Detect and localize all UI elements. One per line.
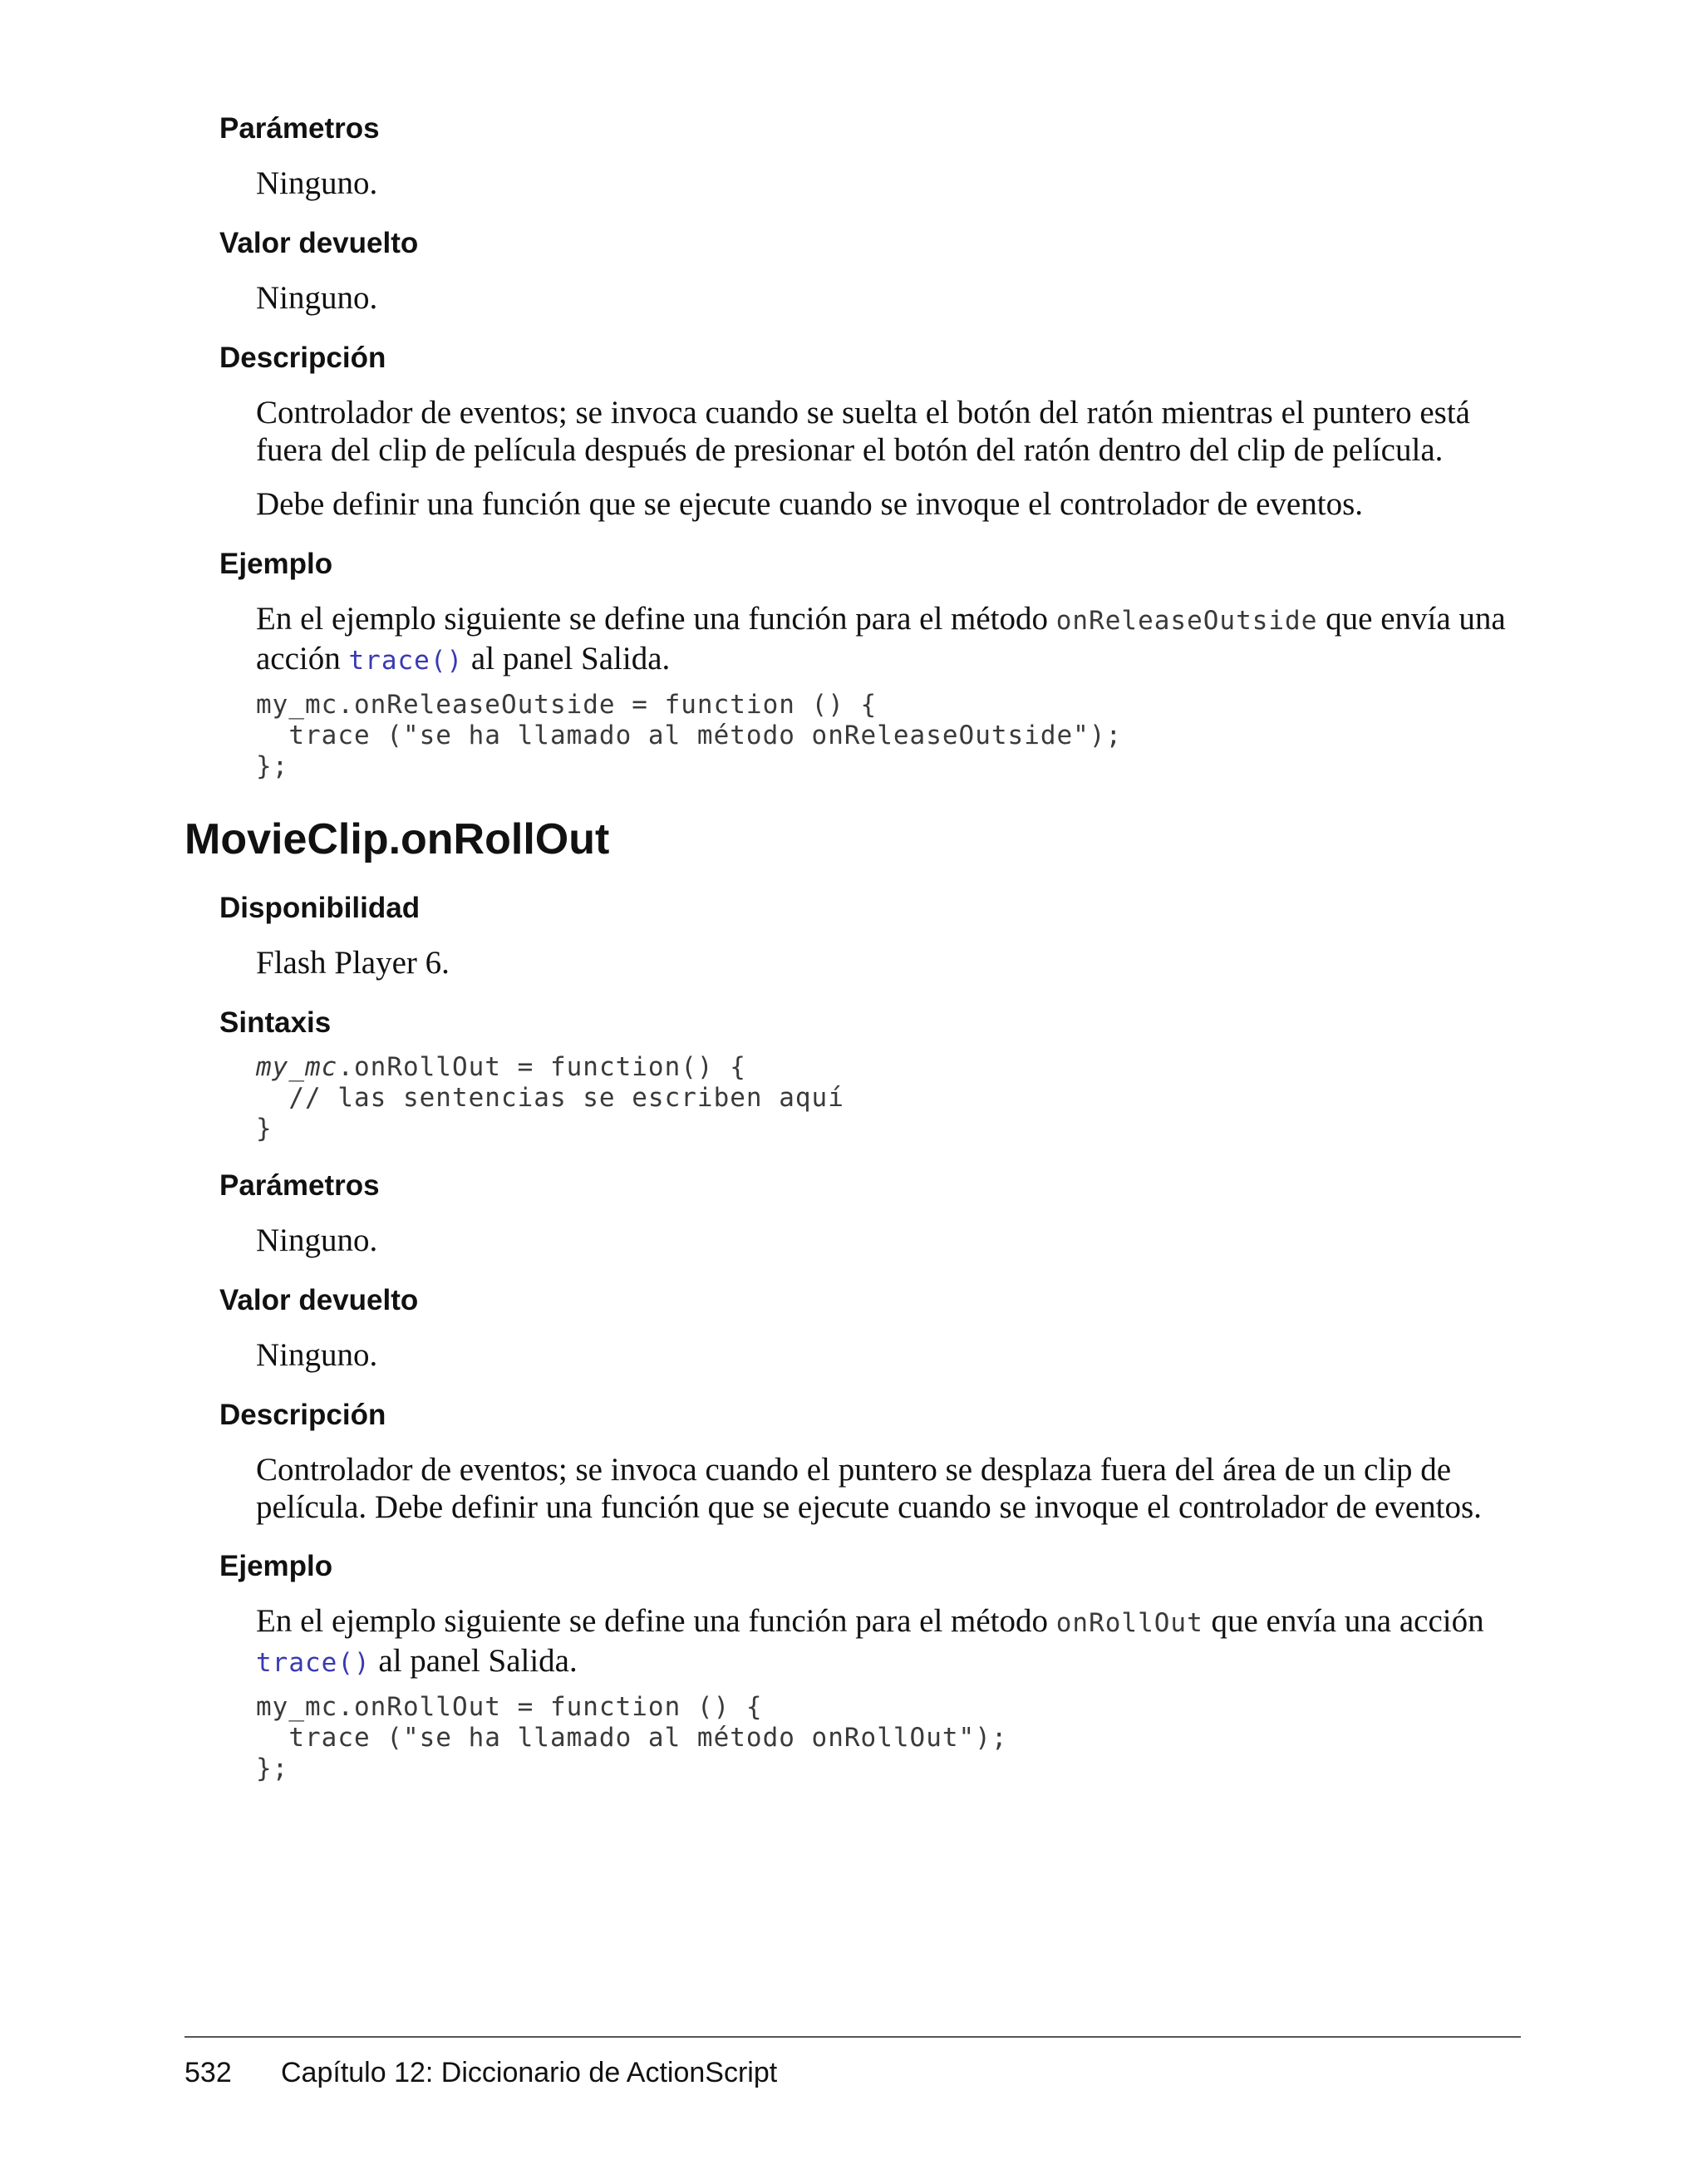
heading-descripcion: Descripción [219,342,386,374]
ejemplo-text-mid: que envía una acción [1203,1603,1484,1639]
descripcion-paragraph-1: Controlador de eventos; se invoca cuando el puntero se desplaza fuera del área de un clip de película. Debe definir una función que se ejecute cuando se invoque el controlador de eventos. [256,1452,1482,1525]
heading-valor-devuelto: Valor devuelto [219,1284,419,1316]
chapter-title: Capítulo 12: Diccionario de ActionScript [281,2057,778,2088]
trace-link[interactable]: trace() [256,1648,371,1678]
ejemplo-text-pre: En el ejemplo siguiente se define una función para el método [256,1603,1056,1639]
heading-valor-devuelto: Valor devuelto [219,227,419,259]
parametros-text: Ninguno. [256,1222,378,1258]
sintaxis-object-name: my_mc [256,1052,338,1082]
ejemplo-text-pre: En el ejemplo siguiente se define una función para el método [256,601,1056,637]
sintaxis-code-block [256,1052,844,1144]
entry-title: MovieClip.onRollOut [184,815,610,863]
inline-code-method: onRollOut [1055,1608,1203,1638]
valor-devuelto-text: Ninguno. [256,1337,378,1373]
code-block: my_mc.onReleaseOutside = function () { trace ("se ha llamado al método onReleaseOutside"); }; [256,690,1123,781]
page-number: 532 [184,2057,232,2088]
footer-divider [184,2036,1521,2038]
disponibilidad-text: Flash Player 6. [256,945,450,981]
inline-code-method: onReleaseOutside [1055,606,1318,636]
heading-disponibilidad: Disponibilidad [219,892,421,924]
heading-parametros: Parámetros [219,1169,380,1202]
sintaxis-code-rest: .onRollOut = function() { // las sentencias se escriben aquí } [256,1052,844,1144]
heading-parametros: Parámetros [219,112,380,145]
ejemplo-paragraph [256,1602,1544,1682]
descripcion-paragraph-1: Controlador de eventos; se invoca cuando se suelta el botón del ratón mientras el puntero está fuera del clip de película después de presionar el botón del ratón dentro del clip de película. [256,395,1470,468]
valor-devuelto-text: Ninguno. [256,280,378,316]
parametros-text: Ninguno. [256,165,378,201]
descripcion-paragraph-2: Debe definir una función que se ejecute cuando se invoque el controlador de eventos. [256,486,1363,522]
heading-ejemplo: Ejemplo [219,548,333,580]
ejemplo-text-post: al panel Salida. [463,641,671,676]
trace-link[interactable]: trace() [348,646,464,676]
ejemplo-paragraph [256,600,1544,680]
ejemplo-text-mid: que envía una acción [256,601,1506,676]
heading-descripcion: Descripción [219,1399,386,1431]
ejemplo-text-post: al panel Salida. [370,1643,578,1679]
code-block: my_mc.onRollOut = function () { trace ("se ha llamado al método onRollOut"); }; [256,1692,1008,1783]
heading-sintaxis: Sintaxis [219,1006,332,1039]
heading-ejemplo: Ejemplo [219,1550,333,1582]
